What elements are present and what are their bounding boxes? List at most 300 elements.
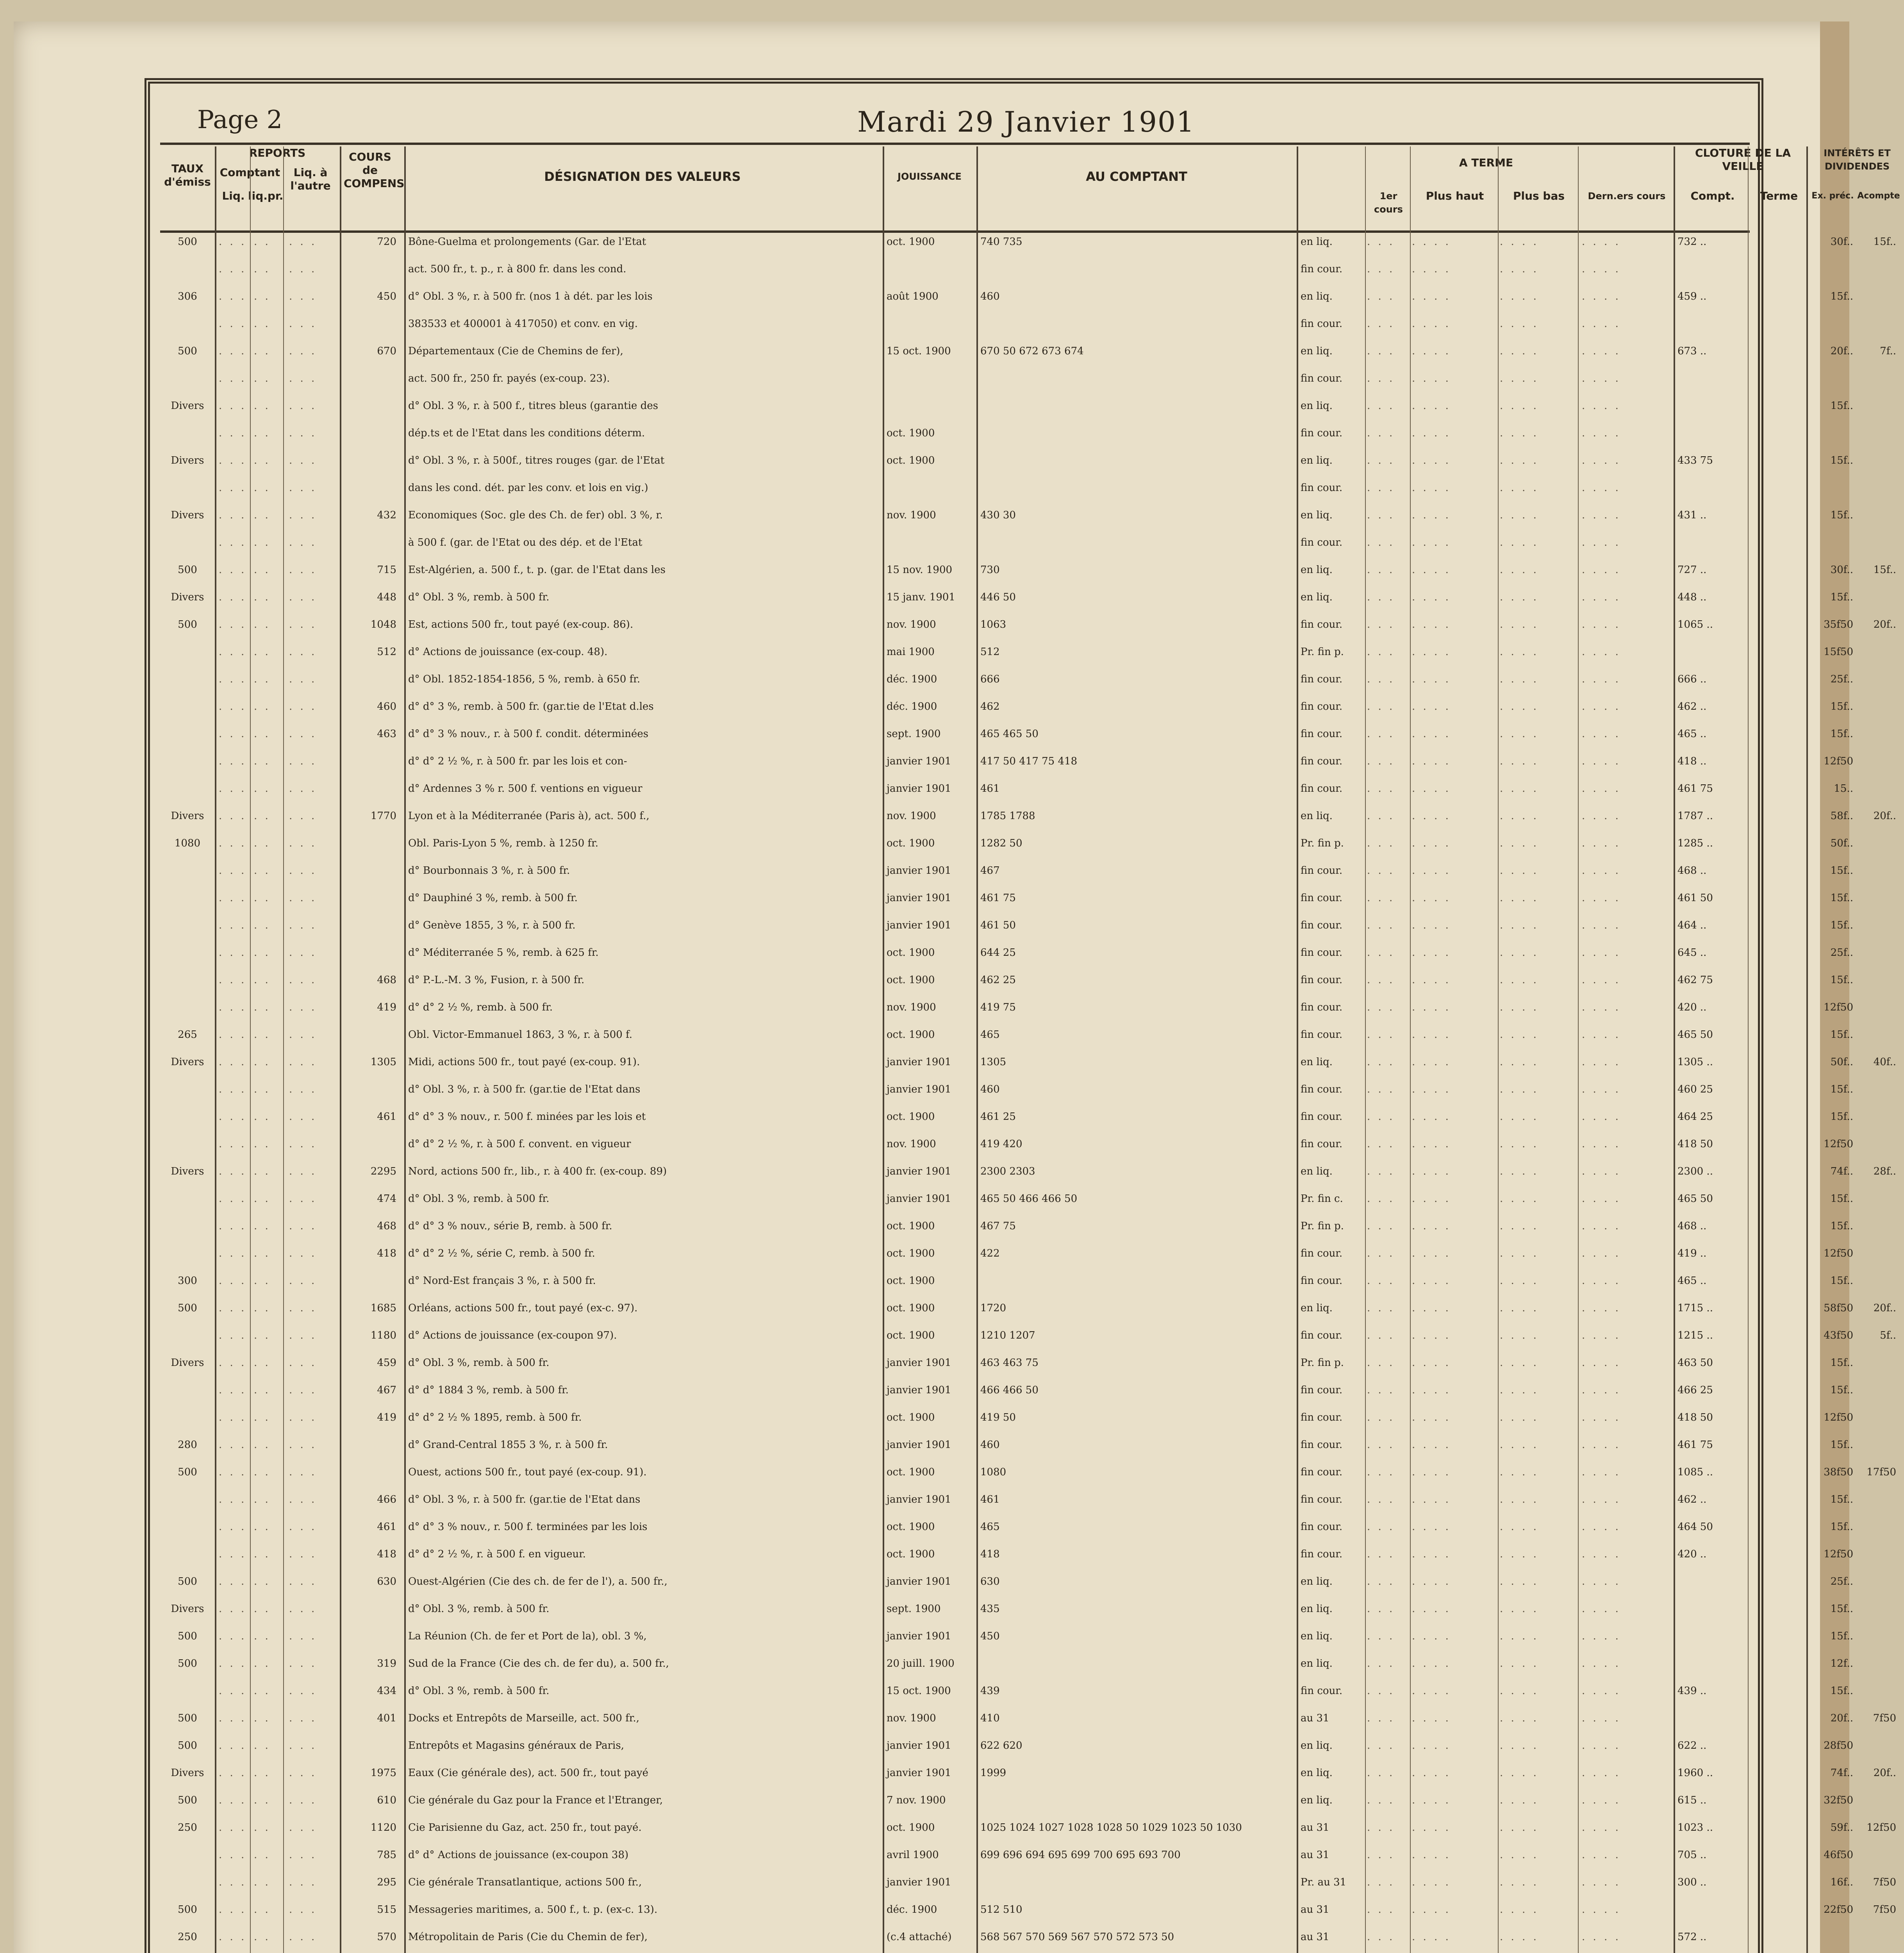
cell-term: en liq. xyxy=(1301,1576,1333,1587)
dot-leader: . . . xyxy=(289,919,317,931)
dot-leader: . . . . xyxy=(1500,263,1539,275)
cell-iacpt: 7f50 xyxy=(1873,1712,1896,1724)
cell-desig: d° Dauphiné 3 %, remb. à 500 fr. xyxy=(408,892,578,904)
dot-leader: . . xyxy=(254,1904,271,1916)
divider xyxy=(283,146,284,1953)
dot-leader: . . xyxy=(254,318,271,330)
dot-leader: . . . . xyxy=(1500,1548,1539,1560)
dot-leader: . . . xyxy=(1367,1603,1395,1615)
dot-leader: . . . xyxy=(289,619,317,630)
dot-leader: . . . . xyxy=(1582,1248,1621,1259)
dot-leader: . . . xyxy=(219,373,247,384)
dot-leader: . . . . xyxy=(1412,345,1451,357)
dot-leader: . . . . xyxy=(1500,701,1539,712)
dot-leader: . . . xyxy=(219,1084,247,1095)
dot-leader: . . xyxy=(254,1603,271,1615)
dot-leader: . . . . xyxy=(1582,1931,1621,1943)
cell-term: fin cour. xyxy=(1301,673,1343,685)
cell-iprec: 12f50 xyxy=(1824,1248,1853,1259)
table-row xyxy=(160,1574,1853,1589)
dot-leader: . . xyxy=(254,1521,271,1533)
dot-leader: . . . xyxy=(219,919,247,931)
cell-jouis: oct. 1900 xyxy=(887,236,935,248)
dot-leader: . . . xyxy=(1367,1193,1395,1205)
cell-iacpt: 15f.. xyxy=(1873,564,1896,576)
dot-leader: . . . xyxy=(289,509,317,521)
dot-leader: . . . xyxy=(289,373,317,384)
dot-leader: . . . xyxy=(219,318,247,330)
cell-taux: 500 xyxy=(178,1576,197,1587)
dot-leader: . . . . xyxy=(1500,509,1539,521)
cell-desig: d° Obl. 3 %, remb. à 500 fr. xyxy=(408,1193,550,1205)
cell-taux: Divers xyxy=(171,400,204,412)
cell-term: Pr. fin c. xyxy=(1301,1193,1343,1205)
cell-comp: 450 xyxy=(980,1630,1000,1642)
cell-cours: 461 xyxy=(377,1521,396,1533)
dot-leader: . . . . xyxy=(1412,1685,1451,1697)
cell-comp: 1282 50 xyxy=(980,837,1022,849)
cell-term: fin cour. xyxy=(1301,482,1343,494)
dot-leader: . . . . xyxy=(1582,509,1621,521)
cell-iprec: 50f.. xyxy=(1830,1056,1853,1068)
cell-comp: 1080 xyxy=(980,1466,1006,1478)
cell-taux: 500 xyxy=(178,1740,197,1751)
dot-leader: . . . . xyxy=(1582,1630,1621,1642)
cell-comp: 461 50 xyxy=(980,919,1016,931)
dot-leader: . . . xyxy=(289,783,317,794)
dot-leader: . . . . xyxy=(1500,1001,1539,1013)
cell-term: fin cour. xyxy=(1301,1494,1343,1505)
cell-iprec: 15f.. xyxy=(1830,974,1853,986)
dot-leader: . . xyxy=(254,892,271,904)
cell-comp: 418 xyxy=(980,1548,1000,1560)
cell-cours: 468 xyxy=(377,1220,396,1232)
dot-leader: . . . . xyxy=(1500,947,1539,959)
cell-iprec: 32f50 xyxy=(1824,1794,1853,1806)
dot-leader: . . . . xyxy=(1412,1412,1451,1423)
dot-leader: . . . . xyxy=(1582,619,1621,630)
cell-iprec: 12f50 xyxy=(1824,1412,1853,1423)
cell-desig: d° d° 3 % nouv., r. à 500 f. condit. déterminées xyxy=(408,728,649,740)
dot-leader: . . . . xyxy=(1582,1357,1621,1369)
table-row xyxy=(160,863,1853,878)
cell-term: fin cour. xyxy=(1301,1248,1343,1259)
cell-iprec: 22f50 xyxy=(1824,1904,1853,1916)
cell-term: fin cour. xyxy=(1301,1001,1343,1013)
dot-leader: . . . . xyxy=(1412,1220,1451,1232)
dot-leader: . . . xyxy=(289,673,317,685)
cell-desig: dép.ts et de l'Etat dans les conditions déterm. xyxy=(408,427,645,439)
table-row xyxy=(160,1027,1853,1042)
table-row xyxy=(160,1930,1750,1944)
dot-leader: . . . . xyxy=(1500,1658,1539,1669)
dot-leader: . . xyxy=(254,1001,271,1013)
cell-desig: Cie Parisienne du Gaz, act. 250 fr., tout payé. xyxy=(408,1822,642,1833)
cell-desig: dans les cond. dét. par les conv. et lois en vig.) xyxy=(408,482,648,494)
table-row xyxy=(160,1601,1853,1616)
cell-iacpt: 20f.. xyxy=(1873,619,1896,630)
dot-leader: . . . xyxy=(289,1794,317,1806)
cell-term: Pr. fin p. xyxy=(1301,837,1344,849)
dot-leader: . . . . xyxy=(1582,1166,1621,1177)
dot-leader: . . . xyxy=(219,1576,247,1587)
dot-leader: . . . . xyxy=(1582,974,1621,986)
cell-comp: 446 50 xyxy=(980,591,1016,603)
dot-leader: . . . xyxy=(1367,619,1395,630)
page-number: Page 2 xyxy=(197,105,283,134)
cell-desig: Lyon et à la Méditerranée (Paris à), act. 500 f., xyxy=(408,810,650,822)
dot-leader: . . . xyxy=(219,1357,247,1369)
table-row xyxy=(160,1055,1896,1069)
dot-leader: . . . xyxy=(219,1658,247,1669)
dot-leader: . . . xyxy=(289,1193,317,1205)
table-row xyxy=(160,1000,1853,1015)
cell-comp: 2300 2303 xyxy=(980,1166,1035,1177)
dot-leader: . . xyxy=(254,564,271,576)
cell-taux: 250 xyxy=(178,1931,197,1943)
cell-term: fin cour. xyxy=(1301,755,1343,767)
dot-leader: . . . xyxy=(1367,318,1395,330)
cell-iacpt: 7f50 xyxy=(1873,1904,1896,1916)
cell-jouis: janvier 1901 xyxy=(887,1166,951,1177)
cell-iprec: 38f50 xyxy=(1824,1466,1853,1478)
dot-leader: . . . . xyxy=(1412,1302,1451,1314)
dot-leader: . . . . xyxy=(1582,1302,1621,1314)
table-row xyxy=(160,644,1853,659)
cell-iacpt: 7f50 xyxy=(1873,1876,1896,1888)
cell-cl1: 1715 .. xyxy=(1677,1302,1713,1314)
dot-leader: . . . xyxy=(289,1357,317,1369)
dot-leader: . . . . xyxy=(1412,947,1451,959)
dot-leader: . . . . xyxy=(1582,1548,1621,1560)
cell-iprec: 58f50 xyxy=(1824,1302,1853,1314)
cell-term: en liq. xyxy=(1301,591,1333,603)
dot-leader: . . . xyxy=(1367,1712,1395,1724)
dot-leader: . . . xyxy=(219,1712,247,1724)
dot-leader: . . . xyxy=(1367,728,1395,740)
cell-jouis: janvier 1901 xyxy=(887,1767,951,1779)
cell-jouis: janvier 1901 xyxy=(887,1630,951,1642)
dot-leader: . . . xyxy=(289,1685,317,1697)
dot-leader: . . xyxy=(254,509,271,521)
cell-term: fin cour. xyxy=(1301,619,1343,630)
dot-leader: . . . . xyxy=(1412,1548,1451,1560)
cell-cours: 461 xyxy=(377,1111,396,1123)
dot-leader: . . . xyxy=(219,1302,247,1314)
cell-iprec: 15f.. xyxy=(1830,1384,1853,1396)
dot-leader: . . . xyxy=(289,1248,317,1259)
dot-leader: . . . . xyxy=(1412,1138,1451,1150)
cell-term: fin cour. xyxy=(1301,263,1343,275)
cell-iprec: 15f.. xyxy=(1830,1494,1853,1505)
dot-leader: . . . . xyxy=(1582,263,1621,275)
dot-leader: . . . . xyxy=(1582,236,1621,248)
page-date: Mardi 29 Janvier 1901 xyxy=(857,105,1195,138)
cell-term: en liq. xyxy=(1301,1630,1333,1642)
cell-iprec: 15f.. xyxy=(1830,1630,1853,1642)
cell-cours: 450 xyxy=(377,291,396,302)
dot-leader: . . xyxy=(254,427,271,439)
cell-taux: 306 xyxy=(178,291,197,302)
cell-term: en liq. xyxy=(1301,291,1333,302)
dot-leader: . . . . xyxy=(1582,1712,1621,1724)
cell-desig: d° Obl. 3 %, remb. à 500 fr. xyxy=(408,1685,550,1697)
dot-leader: . . . xyxy=(289,1658,317,1669)
dot-leader: . . xyxy=(254,1685,271,1697)
cell-term: en liq. xyxy=(1301,1302,1333,1314)
dot-leader: . . . xyxy=(1367,1056,1395,1068)
dot-leader: . . . xyxy=(219,974,247,986)
dot-leader: . . . . xyxy=(1500,1849,1539,1861)
col-reports: REPORTS xyxy=(249,146,306,159)
cell-desig: Bône-Guelma et prolongements (Gar. de l'Etat xyxy=(408,236,646,248)
cell-term: fin cour. xyxy=(1301,919,1343,931)
cell-desig: Sud de la France (Cie des ch. de fer du), a. 500 fr., xyxy=(408,1658,669,1669)
table-row xyxy=(160,1246,1853,1261)
cell-jouis: oct. 1900 xyxy=(887,1029,935,1041)
cell-term: fin cour. xyxy=(1301,728,1343,740)
cell-cours: 785 xyxy=(377,1849,396,1861)
cell-desig: act. 500 fr., 250 fr. payés (ex-coup. 23). xyxy=(408,373,610,384)
cell-jouis: sept. 1900 xyxy=(887,1603,941,1615)
col-plus-bas: Plus bas xyxy=(1513,189,1565,202)
dot-leader: . . . . xyxy=(1412,919,1451,931)
cell-cl1: 465 50 xyxy=(1677,1029,1713,1041)
dot-leader: . . . . xyxy=(1412,1931,1451,1943)
cell-iprec: 28f50 xyxy=(1824,1740,1853,1751)
dot-leader: . . . . xyxy=(1582,1767,1621,1779)
dot-leader: . . . xyxy=(219,455,247,466)
cell-cl1: 705 .. xyxy=(1677,1849,1707,1861)
cell-desig: Economiques (Soc. gle des Ch. de fer) obl. 3 %, r. xyxy=(408,509,663,521)
table-row xyxy=(160,1109,1853,1124)
cell-cours: 1180 xyxy=(370,1330,396,1341)
dot-leader: . . xyxy=(254,1548,271,1560)
dot-leader: . . xyxy=(254,673,271,685)
cell-cl1: 1023 .. xyxy=(1677,1822,1713,1833)
dot-leader: . . xyxy=(254,1412,271,1423)
dot-leader: . . . . xyxy=(1412,1330,1451,1341)
col-cours-compens: COURS de COMPENS xyxy=(344,150,405,190)
dot-leader: . . . . xyxy=(1500,1330,1539,1341)
cell-term: fin cour. xyxy=(1301,1548,1343,1560)
col-designation: DÉSIGNATION DES VALEURS xyxy=(544,169,741,184)
cell-comp: 1305 xyxy=(980,1056,1006,1068)
dot-leader: . . . xyxy=(219,345,247,357)
cell-jouis: déc. 1900 xyxy=(887,1904,937,1916)
dot-leader: . . . . xyxy=(1412,1439,1451,1451)
dot-leader: . . . . xyxy=(1412,1001,1451,1013)
table-row xyxy=(160,1766,1896,1780)
dot-leader: . . . . xyxy=(1500,1412,1539,1423)
cell-jouis: janvier 1901 xyxy=(887,892,951,904)
table-row xyxy=(160,562,1896,577)
table-row xyxy=(160,1820,1896,1835)
dot-leader: . . . xyxy=(219,783,247,794)
dot-leader: . . . . xyxy=(1500,1084,1539,1095)
cell-cl1: 418 .. xyxy=(1677,755,1707,767)
cell-taux: 500 xyxy=(178,1904,197,1916)
dot-leader: . . . xyxy=(289,1412,317,1423)
dot-leader: . . . . xyxy=(1582,1001,1621,1013)
cell-comp: 410 xyxy=(980,1712,1000,1724)
cell-jouis: 15 oct. 1900 xyxy=(887,345,951,357)
cell-term: en liq. xyxy=(1301,810,1333,822)
dot-leader: . . . . xyxy=(1500,1220,1539,1232)
dot-leader: . . . . xyxy=(1500,1712,1539,1724)
table-row xyxy=(160,809,1896,823)
dot-leader: . . . xyxy=(1367,974,1395,986)
cell-term: au 31 xyxy=(1301,1904,1329,1916)
cell-cours: 474 xyxy=(377,1193,396,1205)
dot-leader: . . . xyxy=(219,1548,247,1560)
cell-iprec: 25f.. xyxy=(1830,673,1853,685)
dot-leader: . . . xyxy=(219,1330,247,1341)
dot-leader: . . . xyxy=(219,482,247,494)
cell-taux: 500 xyxy=(178,1302,197,1314)
divider xyxy=(1748,146,1749,1953)
cell-iprec: 12f50 xyxy=(1824,1548,1853,1560)
cell-iprec: 12f50 xyxy=(1824,1001,1853,1013)
dot-leader: . . . xyxy=(289,591,317,603)
table-row xyxy=(160,1164,1896,1179)
cell-term: fin cour. xyxy=(1301,1275,1343,1287)
table-row xyxy=(160,508,1853,523)
cell-cl1: 460 25 xyxy=(1677,1084,1713,1095)
cell-iprec: 15f.. xyxy=(1830,919,1853,931)
table-row xyxy=(160,1383,1853,1398)
cell-cours: 1120 xyxy=(370,1822,396,1833)
dot-leader: . . . xyxy=(1367,509,1395,521)
cell-jouis: oct. 1900 xyxy=(887,427,935,439)
dot-leader: . . . . xyxy=(1412,1166,1451,1177)
dot-leader: . . . . xyxy=(1500,345,1539,357)
dot-leader: . . xyxy=(254,1084,271,1095)
cell-comp: 1720 xyxy=(980,1302,1006,1314)
cell-iprec: 15f.. xyxy=(1830,1220,1853,1232)
divider xyxy=(1498,146,1499,1953)
dot-leader: . . . xyxy=(289,318,317,330)
cell-cours: 432 xyxy=(377,509,396,521)
dot-leader: . . . . xyxy=(1412,1466,1451,1478)
cell-term: fin cour. xyxy=(1301,318,1343,330)
dot-leader: . . . xyxy=(1367,1876,1395,1888)
table-row xyxy=(160,699,1853,714)
dot-leader: . . . xyxy=(1367,1466,1395,1478)
dot-leader: . . xyxy=(254,591,271,603)
cell-cl1: 431 .. xyxy=(1677,509,1707,521)
cell-cl1: 464 50 xyxy=(1677,1521,1713,1533)
cell-comp: 512 xyxy=(980,646,1000,658)
table-row xyxy=(160,891,1853,905)
dot-leader: . . . xyxy=(1367,1166,1395,1177)
dot-leader: . . . xyxy=(1367,1521,1395,1533)
dot-leader: . . . xyxy=(1367,482,1395,494)
cell-comp: 465 xyxy=(980,1521,1000,1533)
cell-desig: Est-Algérien, a. 500 f., t. p. (gar. de l'Etat dans les xyxy=(408,564,666,576)
dot-leader: . . . . xyxy=(1412,1357,1451,1369)
cell-desig: act. 500 fr., t. p., r. à 800 fr. dans les cond. xyxy=(408,263,626,275)
cell-taux: 500 xyxy=(178,236,197,248)
dot-leader: . . . xyxy=(219,1111,247,1123)
cell-comp: 461 xyxy=(980,783,1000,794)
dot-leader: . . . xyxy=(219,537,247,548)
cell-comp: 439 xyxy=(980,1685,1000,1697)
dot-leader: . . . xyxy=(219,1439,247,1451)
cell-cl1: 666 .. xyxy=(1677,673,1707,685)
dot-leader: . . . . xyxy=(1582,1904,1621,1916)
dot-leader: . . xyxy=(254,646,271,658)
cell-taux: Divers xyxy=(171,509,204,521)
dot-leader: . . xyxy=(254,1302,271,1314)
cell-iacpt: 20f.. xyxy=(1873,810,1896,822)
dot-leader: . . . xyxy=(289,865,317,877)
dot-leader: . . . xyxy=(1367,1384,1395,1396)
dot-leader: . . . xyxy=(219,701,247,712)
dot-leader: . . . xyxy=(289,1767,317,1779)
dot-leader: . . . xyxy=(289,537,317,548)
table-row xyxy=(160,1738,1853,1753)
table-row xyxy=(160,1328,1896,1343)
cell-comp: 644 25 xyxy=(980,947,1016,959)
cell-term: au 31 xyxy=(1301,1931,1329,1943)
dot-leader: . . xyxy=(254,1822,271,1833)
header-rule xyxy=(160,143,1750,145)
cell-jouis: janvier 1901 xyxy=(887,1740,951,1751)
cell-cl1: 419 .. xyxy=(1677,1248,1707,1259)
table-row xyxy=(160,1137,1853,1151)
dot-leader: . . . . xyxy=(1582,865,1621,877)
cell-desig: d° P.-L.-M. 3 %, Fusion, r. à 500 fr. xyxy=(408,974,585,986)
cell-cours: 715 xyxy=(377,564,396,576)
dot-leader: . . . xyxy=(1367,701,1395,712)
dot-leader: . . . . xyxy=(1582,1029,1621,1041)
cell-cl1: 1085 .. xyxy=(1677,1466,1713,1478)
cell-iprec: 15f.. xyxy=(1830,1521,1853,1533)
dot-leader: . . . . xyxy=(1412,1384,1451,1396)
dot-leader: . . . . xyxy=(1582,728,1621,740)
cell-comp: 465 50 466 466 50 xyxy=(980,1193,1078,1205)
cell-iprec: 74f.. xyxy=(1830,1166,1853,1177)
cell-desig: d° Bourbonnais 3 %, r. à 500 fr. xyxy=(408,865,570,877)
cell-term: fin cour. xyxy=(1301,1384,1343,1396)
dot-leader: . . xyxy=(254,1384,271,1396)
cell-iprec: 15f50 xyxy=(1824,646,1853,658)
cell-cl1: 459 .. xyxy=(1677,291,1707,302)
cell-comp: 462 25 xyxy=(980,974,1016,986)
cell-cl1: 461 75 xyxy=(1677,1439,1713,1451)
dot-leader: . . . xyxy=(219,236,247,248)
dot-leader: . . . . xyxy=(1582,755,1621,767)
dot-leader: . . . xyxy=(289,1001,317,1013)
cell-desig: Cie générale Transatlantique, actions 500 fr., xyxy=(408,1876,642,1888)
dot-leader: . . xyxy=(254,865,271,877)
cell-desig: d° Obl. 3 %, r. à 500 fr. (gar.tie de l'Etat dans xyxy=(408,1494,641,1505)
dot-leader: . . . . xyxy=(1582,1330,1621,1341)
cell-desig: La Réunion (Ch. de fer et Port de la), obl. 3 %, xyxy=(408,1630,647,1642)
cell-iprec: 15f.. xyxy=(1830,1603,1853,1615)
dot-leader: . . . xyxy=(289,1876,317,1888)
dot-leader: . . . . xyxy=(1500,236,1539,248)
dot-leader: . . . xyxy=(1367,1220,1395,1232)
dot-leader: . . . xyxy=(289,701,317,712)
cell-cl1: 1787 .. xyxy=(1677,810,1713,822)
dot-leader: . . . . xyxy=(1500,1904,1539,1916)
dot-leader: . . xyxy=(254,755,271,767)
cell-term: au 31 xyxy=(1301,1849,1329,1861)
dot-leader: . . . xyxy=(289,974,317,986)
cell-comp: 630 xyxy=(980,1576,1000,1587)
